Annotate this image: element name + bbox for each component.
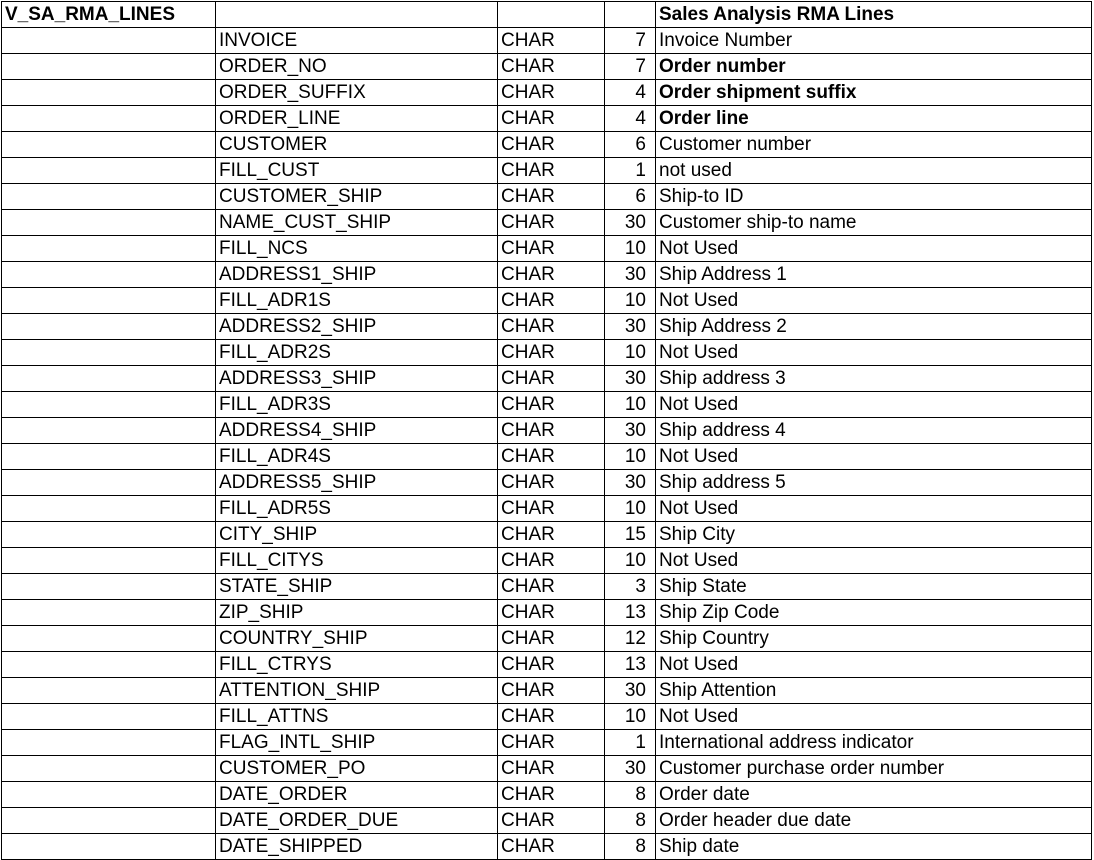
empty-cell[interactable] [2, 340, 216, 366]
field-description-cell[interactable]: Ship Address 1 [656, 262, 1092, 288]
empty-cell[interactable] [2, 756, 216, 782]
field-length-cell[interactable]: 10 [605, 496, 656, 522]
field-length-cell[interactable]: 30 [605, 314, 656, 340]
field-description-cell[interactable]: Ship address 3 [656, 366, 1092, 392]
field-length-cell[interactable]: 8 [605, 808, 656, 834]
field-name-cell[interactable]: ATTENTION_SHIP [216, 678, 498, 704]
field-length-cell[interactable]: 15 [605, 522, 656, 548]
field-length-cell[interactable]: 10 [605, 704, 656, 730]
field-name-cell[interactable]: FLAG_INTL_SHIP [216, 730, 498, 756]
field-name-cell[interactable]: ADDRESS2_SHIP [216, 314, 498, 340]
data-type-cell[interactable]: CHAR [498, 236, 605, 262]
field-length-cell[interactable]: 4 [605, 80, 656, 106]
field-name-cell[interactable]: FILL_ATTNS [216, 704, 498, 730]
empty-cell[interactable] [2, 366, 216, 392]
empty-cell[interactable] [2, 418, 216, 444]
field-name-cell[interactable]: ADDRESS1_SHIP [216, 262, 498, 288]
data-type-cell[interactable]: CHAR [498, 496, 605, 522]
table-row [2, 756, 1092, 782]
field-description-cell[interactable]: Ship date [656, 834, 1092, 860]
field-length-cell[interactable]: 30 [605, 262, 656, 288]
data-type-cell[interactable]: CHAR [498, 184, 605, 210]
data-type-cell[interactable]: CHAR [498, 652, 605, 678]
table-row [2, 678, 1092, 704]
table-row [2, 80, 1092, 106]
field-length-cell[interactable]: 7 [605, 54, 656, 80]
field-description-cell[interactable]: Ship Zip Code [656, 600, 1092, 626]
field-length-cell[interactable]: 10 [605, 236, 656, 262]
table-name-cell[interactable]: V_SA_RMA_LINES [2, 2, 216, 28]
field-length-cell[interactable]: 1 [605, 158, 656, 184]
data-type-cell[interactable]: CHAR [498, 28, 605, 54]
empty-cell[interactable] [2, 470, 216, 496]
field-description-cell[interactable]: Order number [656, 54, 1092, 80]
empty-cell[interactable] [2, 184, 216, 210]
field-name-cell[interactable]: FILL_ADR3S [216, 392, 498, 418]
empty-cell[interactable] [2, 652, 216, 678]
empty-cell[interactable] [2, 444, 216, 470]
field-name-cell[interactable]: ZIP_SHIP [216, 600, 498, 626]
table-row [2, 288, 1092, 314]
empty-cell[interactable] [2, 80, 216, 106]
field-name-cell[interactable]: DATE_SHIPPED [216, 834, 498, 860]
field-length-cell[interactable]: 10 [605, 392, 656, 418]
field-name-cell[interactable]: ADDRESS3_SHIP [216, 366, 498, 392]
field-description-cell[interactable]: Ship State [656, 574, 1092, 600]
field-name-cell[interactable]: CUSTOMER_PO [216, 756, 498, 782]
field-description-cell[interactable]: International address indicator [656, 730, 1092, 756]
field-description-cell[interactable]: Ship address 5 [656, 470, 1092, 496]
field-description-cell[interactable]: Not Used [656, 288, 1092, 314]
empty-cell[interactable] [2, 106, 216, 132]
data-type-cell[interactable]: CHAR [498, 704, 605, 730]
empty-cell[interactable] [2, 730, 216, 756]
field-name-cell[interactable]: ORDER_NO [216, 54, 498, 80]
field-length-cell[interactable]: 8 [605, 782, 656, 808]
data-type-cell[interactable]: CHAR [498, 730, 605, 756]
field-name-cell[interactable]: FILL_CITYS [216, 548, 498, 574]
table-row [2, 54, 1092, 80]
data-type-cell[interactable]: CHAR [498, 340, 605, 366]
field-name-cell[interactable]: FILL_CUST [216, 158, 498, 184]
field-length-cell[interactable]: 6 [605, 132, 656, 158]
field-length-cell[interactable]: 10 [605, 548, 656, 574]
table-row [2, 496, 1092, 522]
field-name-cell[interactable]: ORDER_SUFFIX [216, 80, 498, 106]
field-description-cell[interactable]: Ship-to ID [656, 184, 1092, 210]
field-name-cell[interactable]: INVOICE [216, 28, 498, 54]
field-length-cell[interactable]: 1 [605, 730, 656, 756]
table-row [2, 834, 1092, 860]
empty-cell[interactable] [2, 236, 216, 262]
table-row [2, 106, 1092, 132]
field-description-cell[interactable]: Ship address 4 [656, 418, 1092, 444]
field-description-cell[interactable]: Ship Attention [656, 678, 1092, 704]
table-row [2, 184, 1092, 210]
field-name-cell[interactable]: FILL_ADR1S [216, 288, 498, 314]
empty-cell[interactable] [2, 54, 216, 80]
field-length-cell[interactable]: 30 [605, 470, 656, 496]
data-type-cell[interactable]: CHAR [498, 574, 605, 600]
table-row [2, 470, 1092, 496]
table-row [2, 236, 1092, 262]
field-length-cell[interactable]: 13 [605, 652, 656, 678]
table-body [2, 2, 1092, 860]
field-description-cell[interactable]: Ship Address 2 [656, 314, 1092, 340]
empty-cell[interactable] [2, 28, 216, 54]
field-description-cell[interactable]: Not Used [656, 340, 1092, 366]
field-description-cell[interactable]: Customer purchase order number [656, 756, 1092, 782]
table-row [2, 704, 1092, 730]
field-name-cell[interactable]: STATE_SHIP [216, 574, 498, 600]
field-name-cell[interactable]: DATE_ORDER [216, 782, 498, 808]
data-type-cell[interactable]: CHAR [498, 834, 605, 860]
field-length-cell[interactable]: 30 [605, 678, 656, 704]
field-length-cell[interactable]: 30 [605, 418, 656, 444]
field-length-cell[interactable]: 4 [605, 106, 656, 132]
field-name-cell[interactable]: ADDRESS5_SHIP [216, 470, 498, 496]
empty-cell[interactable] [2, 678, 216, 704]
empty-cell[interactable] [2, 392, 216, 418]
field-length-cell[interactable]: 6 [605, 184, 656, 210]
table-row [2, 262, 1092, 288]
data-type-cell[interactable]: CHAR [498, 600, 605, 626]
field-length-cell[interactable]: 10 [605, 444, 656, 470]
field-definition-table [1, 1, 1092, 860]
field-name-cell[interactable]: FILL_ADR2S [216, 340, 498, 366]
table-row [2, 28, 1092, 54]
field-name-cell[interactable]: CUSTOMER_SHIP [216, 184, 498, 210]
field-length-cell[interactable]: 12 [605, 626, 656, 652]
field-name-cell[interactable]: NAME_CUST_SHIP [216, 210, 498, 236]
table-row [2, 548, 1092, 574]
table-row [2, 574, 1092, 600]
field-name-cell[interactable]: ADDRESS4_SHIP [216, 418, 498, 444]
data-type-cell[interactable]: CHAR [498, 782, 605, 808]
table-row [2, 340, 1092, 366]
empty-cell[interactable] [216, 2, 498, 28]
table-row [2, 418, 1092, 444]
field-name-cell[interactable]: ORDER_LINE [216, 106, 498, 132]
field-name-cell[interactable]: FILL_ADR5S [216, 496, 498, 522]
field-length-cell[interactable]: 30 [605, 756, 656, 782]
table-row [2, 652, 1092, 678]
empty-cell[interactable] [498, 2, 605, 28]
table-row [2, 366, 1092, 392]
data-type-cell[interactable]: CHAR [498, 80, 605, 106]
data-type-cell[interactable]: CHAR [498, 756, 605, 782]
empty-cell[interactable] [2, 574, 216, 600]
field-name-cell[interactable]: CUSTOMER [216, 132, 498, 158]
table-row [2, 730, 1092, 756]
field-description-cell[interactable]: Not Used [656, 236, 1092, 262]
data-type-cell[interactable]: CHAR [498, 808, 605, 834]
table-row [2, 782, 1092, 808]
data-type-cell[interactable]: CHAR [498, 626, 605, 652]
data-type-cell[interactable]: CHAR [498, 366, 605, 392]
field-length-cell[interactable]: 10 [605, 340, 656, 366]
field-description-cell[interactable]: Customer ship-to name [656, 210, 1092, 236]
data-type-cell[interactable]: CHAR [498, 522, 605, 548]
empty-cell[interactable] [2, 288, 216, 314]
data-type-cell[interactable]: CHAR [498, 548, 605, 574]
table-row [2, 314, 1092, 340]
field-description-cell[interactable]: Ship City [656, 522, 1092, 548]
empty-cell[interactable] [2, 522, 216, 548]
data-type-cell[interactable]: CHAR [498, 288, 605, 314]
empty-cell[interactable] [2, 158, 216, 184]
empty-cell[interactable] [2, 132, 216, 158]
field-name-cell[interactable]: FILL_CTRYS [216, 652, 498, 678]
data-type-cell[interactable]: CHAR [498, 470, 605, 496]
field-name-cell[interactable]: FILL_ADR4S [216, 444, 498, 470]
field-name-cell[interactable]: COUNTRY_SHIP [216, 626, 498, 652]
field-description-cell[interactable]: Order header due date [656, 808, 1092, 834]
data-type-cell[interactable]: CHAR [498, 418, 605, 444]
data-type-cell[interactable]: CHAR [498, 132, 605, 158]
field-description-cell[interactable]: Not Used [656, 496, 1092, 522]
field-description-cell[interactable]: Customer number [656, 132, 1092, 158]
field-description-cell[interactable]: not used [656, 158, 1092, 184]
empty-cell[interactable] [2, 704, 216, 730]
data-type-cell[interactable]: CHAR [498, 444, 605, 470]
field-length-cell[interactable]: 30 [605, 210, 656, 236]
data-type-cell[interactable]: CHAR [498, 158, 605, 184]
field-length-cell[interactable]: 13 [605, 600, 656, 626]
field-description-cell[interactable]: Not Used [656, 652, 1092, 678]
field-description-cell[interactable]: Invoice Number [656, 28, 1092, 54]
field-name-cell[interactable]: DATE_ORDER_DUE [216, 808, 498, 834]
empty-cell[interactable] [2, 626, 216, 652]
field-length-cell[interactable]: 3 [605, 574, 656, 600]
field-description-cell[interactable]: Not Used [656, 444, 1092, 470]
field-description-cell[interactable]: Ship Country [656, 626, 1092, 652]
field-name-cell[interactable]: CITY_SHIP [216, 522, 498, 548]
data-type-cell[interactable]: CHAR [498, 678, 605, 704]
empty-cell[interactable] [2, 262, 216, 288]
data-type-cell[interactable]: CHAR [498, 314, 605, 340]
field-description-cell[interactable]: Order date [656, 782, 1092, 808]
field-description-cell[interactable]: Not Used [656, 548, 1092, 574]
empty-cell[interactable] [2, 808, 216, 834]
empty-cell[interactable] [2, 210, 216, 236]
data-type-cell[interactable]: CHAR [498, 392, 605, 418]
empty-cell[interactable] [2, 782, 216, 808]
table-row [2, 210, 1092, 236]
empty-cell[interactable] [605, 2, 656, 28]
field-length-cell[interactable]: 30 [605, 366, 656, 392]
header-row [2, 2, 1092, 28]
field-description-cell[interactable]: Not Used [656, 392, 1092, 418]
table-row [2, 808, 1092, 834]
empty-cell[interactable] [2, 834, 216, 860]
empty-cell[interactable] [2, 548, 216, 574]
table-row [2, 158, 1092, 184]
field-description-cell[interactable]: Order line [656, 106, 1092, 132]
field-name-cell[interactable]: FILL_NCS [216, 236, 498, 262]
data-type-cell[interactable]: CHAR [498, 54, 605, 80]
field-length-cell[interactable]: 10 [605, 288, 656, 314]
field-length-cell[interactable]: 8 [605, 834, 656, 860]
data-type-cell[interactable]: CHAR [498, 262, 605, 288]
empty-cell[interactable] [2, 314, 216, 340]
table-row [2, 444, 1092, 470]
table-row [2, 132, 1092, 158]
field-description-cell[interactable]: Order shipment suffix [656, 80, 1092, 106]
empty-cell[interactable] [2, 600, 216, 626]
table-row [2, 626, 1092, 652]
table-description-cell[interactable]: Sales Analysis RMA Lines [656, 2, 1092, 28]
field-description-cell[interactable]: Not Used [656, 704, 1092, 730]
data-type-cell[interactable]: CHAR [498, 106, 605, 132]
empty-cell[interactable] [2, 496, 216, 522]
data-type-cell[interactable]: CHAR [498, 210, 605, 236]
field-length-cell[interactable]: 7 [605, 28, 656, 54]
table-row [2, 392, 1092, 418]
table-row [2, 600, 1092, 626]
table-row [2, 522, 1092, 548]
